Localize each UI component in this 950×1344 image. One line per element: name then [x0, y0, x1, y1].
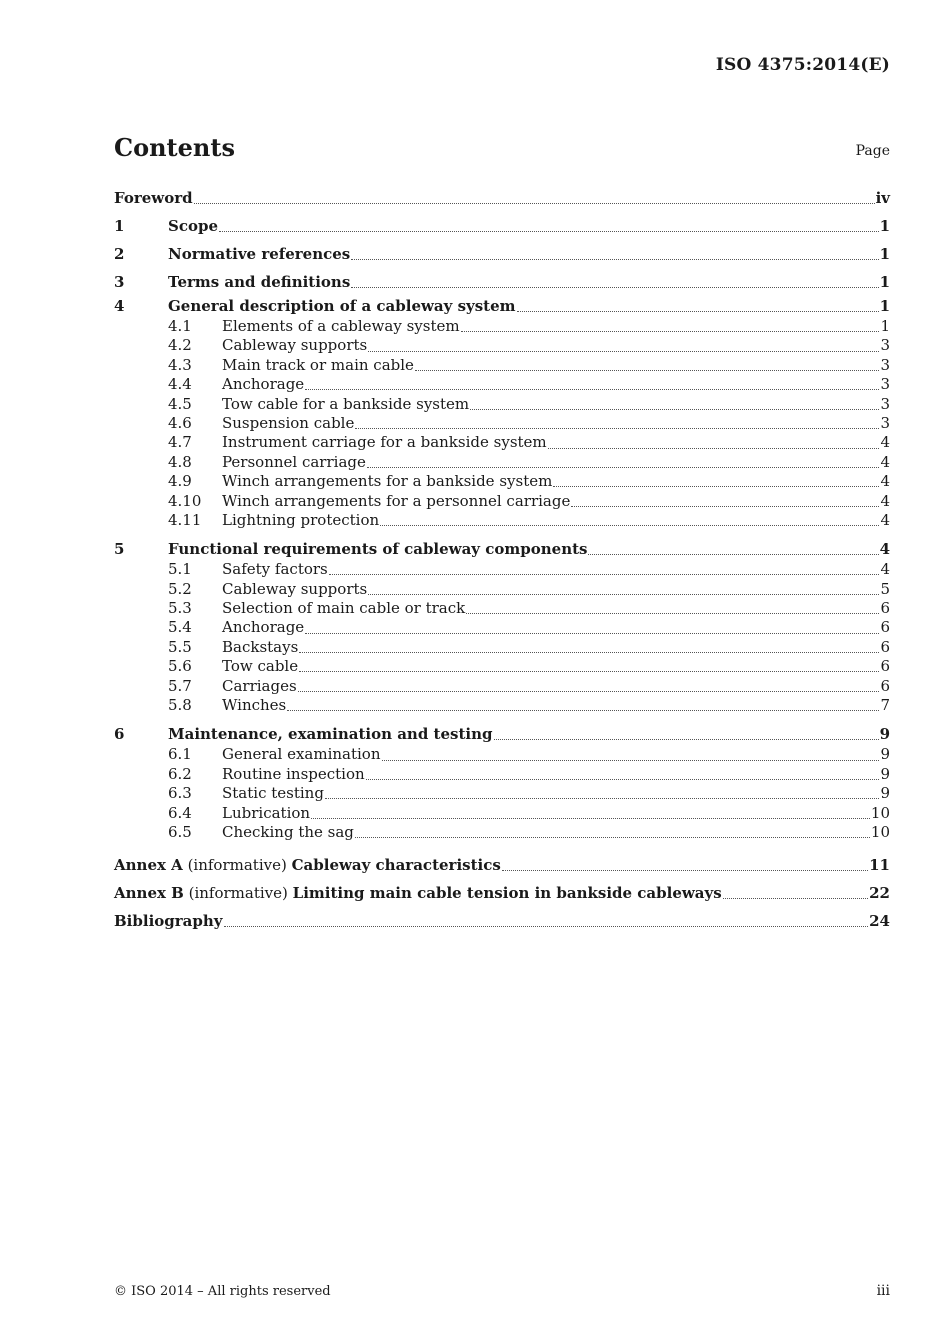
toc-entry-title: Cableway supports [222, 336, 368, 355]
toc-entry-title: Checking the sag [222, 822, 354, 841]
toc-entry-number: 6.2 [168, 764, 192, 783]
dot-leader [548, 448, 880, 449]
toc-entry-number: 4.4 [168, 375, 192, 394]
toc-entry-number: 1 [114, 217, 125, 235]
toc-subentry[interactable] [114, 414, 890, 433]
dot-leader [298, 691, 880, 692]
toc-entry-title: Anchorage [222, 618, 305, 637]
toc-subentry[interactable] [114, 433, 890, 452]
dot-leader [415, 370, 880, 371]
toc-entry-title: Safety factors [222, 560, 328, 579]
dot-leader [219, 231, 879, 232]
toc-entry-title: Lightning protection [222, 510, 380, 529]
toc-page-number: 9 [880, 745, 890, 764]
toc-entry-title: Carriages [222, 676, 297, 695]
page-column-label: Page [855, 143, 890, 159]
toc-page-number: 9 [880, 784, 890, 803]
toc-page-number: 4 [879, 540, 890, 559]
toc-entry-number: 5 [114, 540, 125, 559]
toc-entry-title: General description of a cableway system [168, 297, 516, 315]
toc-subentry[interactable] [114, 677, 890, 696]
toc-entry-title: Terms and definitions [168, 273, 351, 291]
dot-leader [553, 486, 879, 487]
toc-entry[interactable] [114, 724, 890, 745]
toc-subentry[interactable] [114, 599, 890, 618]
toc-entry-title: Anchorage [222, 375, 305, 394]
toc-entry-number: 6 [114, 725, 125, 744]
toc-subentry[interactable] [114, 317, 890, 336]
toc-entry[interactable] [114, 184, 890, 212]
annex-title: Limiting main cable tension in bankside cableways [292, 884, 722, 903]
annex-label: Annex A [114, 856, 183, 875]
toc-entry-number: 4.9 [168, 472, 192, 491]
toc-page-number: 1 [879, 273, 890, 291]
toc-subentry[interactable] [114, 336, 890, 355]
dot-leader [305, 633, 879, 634]
contents-title: Contents [114, 133, 235, 162]
toc-entry-title: Selection of main cable or track [222, 599, 466, 618]
toc-entry-title: Winch arrangements for a personnel carriage [222, 491, 571, 510]
toc-entry[interactable] [114, 268, 890, 296]
toc-page-number: 6 [880, 618, 890, 637]
toc-entry-title: Bibliography [114, 912, 223, 931]
dot-leader [368, 594, 879, 595]
annex-title: Cableway characteristics [291, 856, 501, 875]
toc-page-number: 10 [870, 803, 890, 822]
toc-page-number: 1 [879, 245, 890, 263]
toc-entry-number: 4.11 [168, 510, 202, 529]
toc-page-number: 7 [880, 696, 890, 715]
toc-entry-number: 4.8 [168, 452, 192, 471]
toc-entry-title: Winches [222, 696, 287, 715]
toc-entry-number: 4.10 [168, 491, 202, 510]
toc-page-number: 24 [869, 912, 890, 931]
toc-page-number: 3 [880, 375, 890, 394]
toc-entry[interactable] [114, 296, 890, 317]
dot-leader [355, 428, 879, 429]
toc-entry-number: 4.1 [168, 317, 192, 335]
toc-entry-number: 5.6 [168, 657, 192, 676]
toc-entry[interactable] [114, 851, 890, 879]
dot-leader [382, 760, 880, 761]
toc-entry-title: Suspension cable [222, 413, 355, 432]
toc-page-number: 1 [880, 317, 890, 335]
toc-page-number: 11 [869, 856, 890, 875]
toc-subentry[interactable] [114, 784, 890, 803]
toc-page-number: 6 [880, 676, 890, 695]
dot-leader [329, 574, 880, 575]
toc-page-number: 3 [880, 413, 890, 432]
toc-subentry[interactable] [114, 618, 890, 637]
toc-page-number: 22 [869, 884, 890, 903]
toc-entry-number: 6.3 [168, 784, 192, 803]
toc-page-number: 6 [880, 599, 890, 618]
toc-entry-number: 5.3 [168, 599, 192, 618]
toc-page-number: 6 [880, 637, 890, 656]
dot-leader [325, 798, 880, 799]
section-gap [114, 530, 890, 539]
toc-entry-title: Cableway supports [222, 579, 368, 598]
dot-leader [305, 389, 879, 390]
toc-subentry[interactable] [114, 823, 890, 842]
dot-leader [351, 259, 878, 260]
toc-entry-title: Instrument carriage for a bankside system [222, 433, 547, 452]
toc-entry-number: 5.7 [168, 676, 192, 695]
toc-subentry[interactable] [114, 492, 890, 511]
toc-entry-number: 4.6 [168, 413, 192, 432]
toc-entry[interactable] [114, 879, 890, 907]
dot-leader [194, 203, 875, 204]
toc-entry-title [114, 879, 722, 907]
toc-page-number: 4 [880, 472, 890, 491]
toc-subentry[interactable] [114, 472, 890, 491]
annex-label: Annex B [114, 884, 184, 903]
dot-leader [380, 525, 879, 526]
dot-leader [367, 467, 880, 468]
toc-entry-title: Routine inspection [222, 764, 365, 783]
toc-page-number: 5 [880, 579, 890, 598]
toc-subentry[interactable] [114, 638, 890, 657]
dot-leader [571, 506, 879, 507]
toc-page-number: 3 [880, 355, 890, 374]
section-gap [114, 715, 890, 724]
toc-entry-title: Normative references [168, 245, 351, 263]
toc-page-number: 3 [880, 394, 890, 413]
toc-entry-number: 4.3 [168, 355, 192, 374]
toc-entry-title: General examination [222, 745, 381, 764]
dot-leader [366, 779, 880, 780]
toc-entry-title: Tow cable for a bankside system [222, 394, 470, 413]
toc-entry-title: Scope [168, 217, 219, 235]
toc-page-number: 6 [880, 657, 890, 676]
toc-page-number: 1 [879, 217, 890, 235]
toc-subentry[interactable] [114, 356, 890, 375]
toc-entry-title: Tow cable [222, 657, 299, 676]
toc-subentry[interactable] [114, 804, 890, 823]
toc-page-number: 4 [880, 491, 890, 510]
toc-entry-number: 5.4 [168, 618, 192, 637]
toc-entry-number: 6.5 [168, 822, 192, 841]
toc-entry-title [114, 851, 501, 879]
toc-subentry[interactable] [114, 395, 890, 414]
toc-entry[interactable] [114, 539, 890, 560]
toc-entry-number: 5.2 [168, 579, 192, 598]
toc-entry-number: 5.8 [168, 696, 192, 715]
toc-entry-number: 4.7 [168, 433, 192, 452]
dot-leader [311, 818, 870, 819]
toc-entry[interactable] [114, 907, 890, 935]
annex-qualifier: (informative) [183, 884, 293, 903]
dot-leader [723, 898, 868, 899]
toc-entry-number: 5.1 [168, 560, 192, 579]
annex-qualifier: (informative) [182, 856, 292, 875]
toc-entry-title: Personnel carriage [222, 452, 366, 471]
toc-entry-title: Lubrication [222, 803, 311, 822]
toc-entry-title: Winch arrangements for a bankside system [222, 472, 553, 491]
toc-entry[interactable] [114, 240, 890, 268]
toc-subentry[interactable] [114, 375, 890, 394]
dot-leader [517, 311, 879, 312]
toc-entry-title: Functional requirements of cableway components [168, 540, 588, 559]
toc-subentry[interactable] [114, 511, 890, 530]
toc-page-number: 4 [880, 560, 890, 579]
dot-leader [470, 409, 879, 410]
toc-page-number: 4 [880, 452, 890, 471]
page-number: iii [876, 1283, 890, 1299]
toc-entry-title: Main track or main cable [222, 355, 414, 374]
table-of-contents [114, 184, 890, 935]
toc-entry-title: Static testing [222, 784, 324, 803]
toc-subentry[interactable] [114, 453, 890, 472]
dot-leader [368, 351, 879, 352]
dot-leader [351, 287, 878, 288]
toc-subentry[interactable] [114, 580, 890, 599]
dot-leader [494, 739, 879, 740]
toc-entry-title: Maintenance, examination and testing [168, 725, 493, 744]
dot-leader [299, 652, 879, 653]
toc-subentry[interactable] [114, 560, 890, 579]
toc-entry-title: Foreword [114, 189, 193, 207]
toc-entry-number: 4.2 [168, 336, 192, 355]
toc-page-number: 3 [880, 336, 890, 355]
toc-entry-number: 6.4 [168, 803, 192, 822]
toc-subentry[interactable] [114, 696, 890, 715]
dot-leader [461, 331, 880, 332]
toc-page-number: 9 [880, 764, 890, 783]
toc-subentry[interactable] [114, 657, 890, 676]
toc-page-number: 4 [880, 510, 890, 529]
section-gap [114, 842, 890, 851]
toc-subentry[interactable] [114, 745, 890, 764]
dot-leader [466, 613, 879, 614]
dot-leader [355, 837, 870, 838]
toc-page-number: iv [875, 189, 890, 207]
dot-leader [299, 671, 879, 672]
toc-entry-number: 4 [114, 297, 125, 315]
toc-entry[interactable] [114, 212, 890, 240]
toc-subentry[interactable] [114, 765, 890, 784]
toc-entry-title: Backstays [222, 637, 299, 656]
toc-entry-number: 4.5 [168, 394, 192, 413]
dot-leader [287, 710, 879, 711]
toc-page-number: 10 [870, 822, 890, 841]
dot-leader [224, 926, 869, 927]
standard-id: ISO 4375:2014(E) [715, 55, 890, 75]
toc-entry-number: 2 [114, 245, 125, 263]
toc-entry-number: 3 [114, 273, 125, 291]
toc-page-number: 1 [879, 297, 890, 315]
dot-leader [588, 554, 878, 555]
toc-page-number: 9 [879, 725, 890, 744]
toc-entry-title: Elements of a cableway system [222, 317, 460, 335]
toc-page-number: 4 [880, 433, 890, 452]
dot-leader [502, 870, 868, 871]
toc-entry-number: 5.5 [168, 637, 192, 656]
copyright-notice: © ISO 2014 – All rights reserved [114, 1284, 331, 1299]
toc-entry-number: 6.1 [168, 745, 192, 764]
